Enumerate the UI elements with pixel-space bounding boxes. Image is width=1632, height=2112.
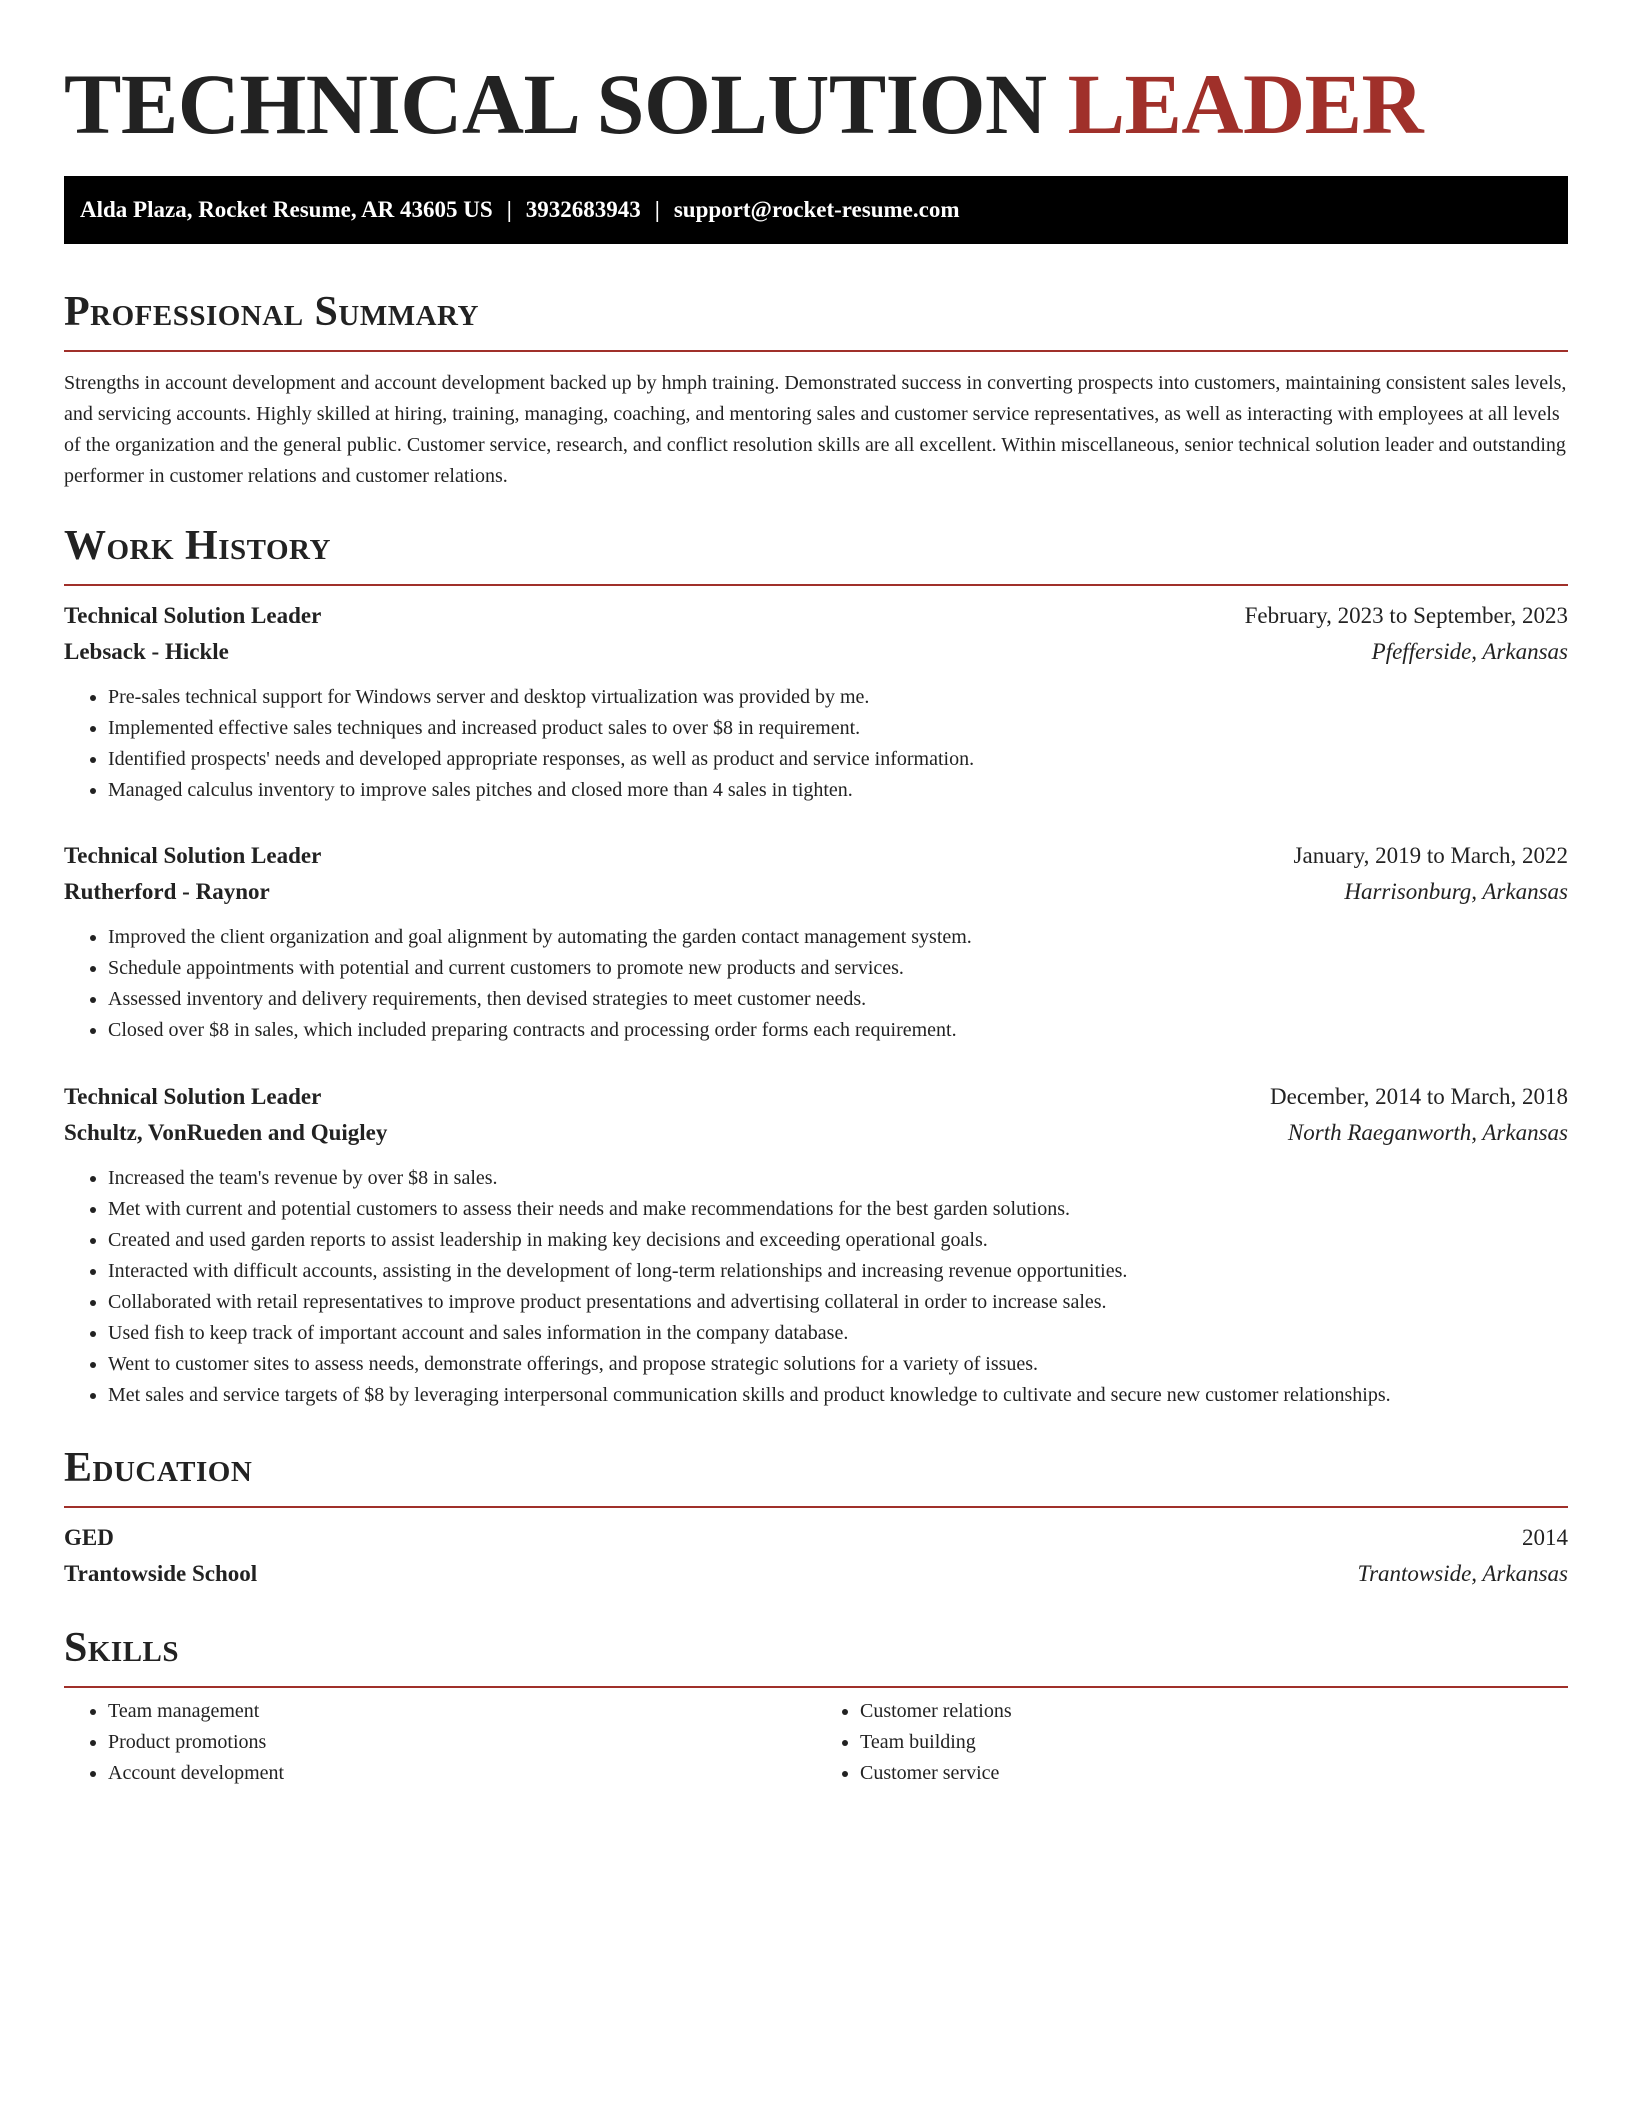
job-location: Harrisonburg, Arkansas [1344,879,1568,904]
job-dates: February, 2023 to September, 2023 [1244,603,1568,628]
skills-section [64,1620,1568,1789]
job-bullet-list [64,1163,1568,1411]
job-location: North Raeganworth, Arkansas [1287,1120,1568,1145]
job-header-row [64,1079,1568,1115]
skills-list-left [64,1696,816,1789]
contact-separator: | [654,197,660,222]
job-bullet: • Pre-sales technical support for Windows server and desktop virtualization was provided by me. [108,682,1568,713]
skill-item: • Product promotions [108,1727,816,1758]
name-first-part: TECHNICAL SOLUTION [64,56,1068,152]
job-bullet: • Increased the team's revenue by over $8 in sales. [108,1163,1568,1194]
job-company: Rutherford - Raynor [64,879,270,904]
skills-list-right [816,1696,1568,1789]
job-entry [64,598,1568,806]
education-degree: GED [64,1525,114,1550]
job-company: Schultz, VonRueden and Quigley [64,1120,388,1145]
job-location: Pfefferside, Arkansas [1371,639,1568,664]
job-title: Technical Solution Leader [64,603,322,628]
job-bullet: • Collaborated with retail representatives to improve product presentations and advertising collateral in order to increase sales. [108,1287,1568,1318]
summary-text: Strengths in account development and account development backed up by hmph training. Demonstrated success in converting prospects into customers, maintaining consistent sales levels, and servicing accounts. Highly skilled at hiring, training, managing, coaching, and mentoring sales and customer service representatives, as well as interacting with employees at all levels of the organization and the general public. Customer service, research, and conflict resolution skills are all excellent. Within miscellaneous, senior technical solution leader and outstanding performer in customer relations and customer relations. [64,372,1567,487]
skill-item: • Customer relations [860,1696,1568,1727]
education-section [64,1440,1568,1508]
summary-section [64,284,1568,492]
job-company: Lebsack - Hickle [64,639,229,664]
job-header-row [64,598,1568,634]
section-divider [64,350,1568,352]
job-bullet-list [64,922,1568,1046]
job-bullet: • Used fish to keep track of important account and sales information in the company database. [108,1318,1568,1349]
contact-address: Alda Plaza, Rocket Resume, AR 43605 US [80,197,493,222]
section-title-summary: Professional Summary [64,289,479,335]
section-divider [64,584,1568,586]
job-company-row [64,874,1568,910]
resume-name-heading [64,54,1423,154]
section-divider [64,1686,1568,1688]
section-title-work-history: Work History [64,523,331,569]
job-company-row [64,634,1568,670]
job-title: Technical Solution Leader [64,843,322,868]
skill-item: • Account development [108,1758,816,1789]
job-bullet: • Created and used garden reports to assist leadership in making key decisions and exceeding operational goals. [108,1225,1568,1256]
education-location: Trantowside, Arkansas [1357,1561,1568,1586]
education-school-row [64,1556,1568,1592]
job-bullet: • Met with current and potential customers to assess their needs and make recommendations for the best garden solutions. [108,1194,1568,1225]
job-bullet: • Closed over $8 in sales, which included preparing contracts and processing order forms each requirement. [108,1015,1568,1046]
job-dates: December, 2014 to March, 2018 [1270,1084,1568,1109]
job-entry [64,1079,1568,1411]
section-title-education: Education [64,1445,253,1491]
job-bullet: • Interacted with difficult accounts, assisting in the development of long-term relationships and increasing revenue opportunities. [108,1256,1568,1287]
job-bullet: • Schedule appointments with potential and current customers to promote new products and services. [108,953,1568,984]
contact-bar [64,176,1568,244]
job-bullet: • Identified prospects' needs and developed appropriate responses, as well as product and service information. [108,744,1568,775]
job-bullet: • Improved the client organization and goal alignment by automating the garden contact management system. [108,922,1568,953]
job-company-row [64,1115,1568,1151]
job-bullet: • Met sales and service targets of $8 by leveraging interpersonal communication skills and product knowledge to cultivate and secure new customer relationships. [108,1380,1568,1411]
job-header-row [64,838,1568,874]
job-bullet-list [64,682,1568,806]
job-bullet: • Went to customer sites to assess needs, demonstrate offerings, and propose strategic solutions for a variety of issues. [108,1349,1568,1380]
skill-item: • Customer service [860,1758,1568,1789]
education-school: Trantowside School [64,1561,258,1586]
job-entry [64,838,1568,1046]
name-accent-part: LEADER [1067,56,1424,152]
education-entry [64,1520,1568,1592]
section-divider [64,1506,1568,1508]
work-history-section [64,518,1568,586]
skills-columns [64,1696,1568,1789]
job-bullet: • Managed calculus inventory to improve sales pitches and closed more than 4 sales in tighten. [108,775,1568,806]
contact-phone: 3932683943 [525,197,641,222]
skill-item: • Team building [860,1727,1568,1758]
job-dates: January, 2019 to March, 2022 [1293,843,1568,868]
job-bullet: • Assessed inventory and delivery requirements, then devised strategies to meet customer needs. [108,984,1568,1015]
education-header-row [64,1520,1568,1556]
education-year: 2014 [1522,1525,1568,1550]
job-title: Technical Solution Leader [64,1084,322,1109]
contact-email: support@rocket-resume.com [673,197,960,222]
skill-item: • Team management [108,1696,816,1727]
section-title-skills: Skills [64,1625,180,1671]
job-bullet: • Implemented effective sales techniques and increased product sales to over $8 in requirement. [108,713,1568,744]
contact-separator: | [506,197,512,222]
